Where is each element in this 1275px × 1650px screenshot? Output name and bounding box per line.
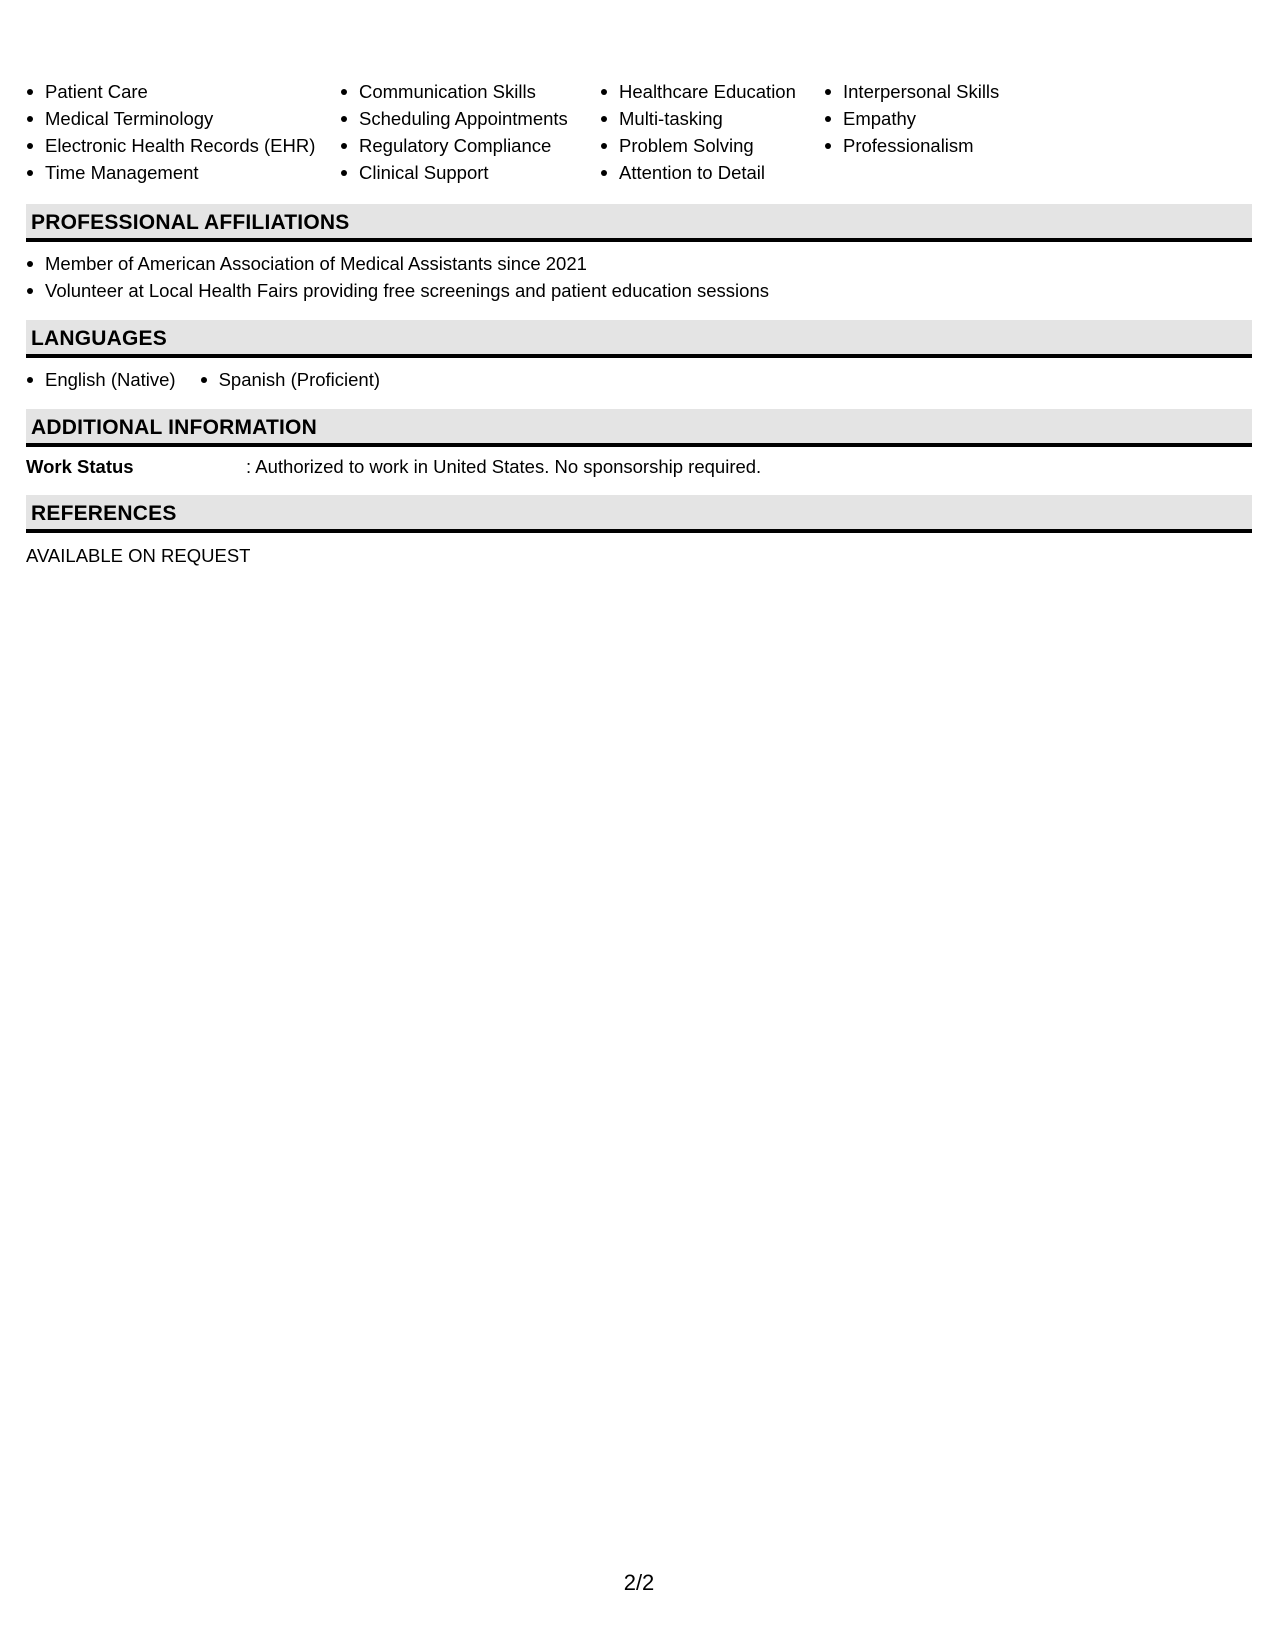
additional-info-section-title: ADDITIONAL INFORMATION xyxy=(31,416,317,439)
skill-item: Healthcare Education xyxy=(600,78,824,105)
resume-page xyxy=(26,0,1252,1650)
skills-grid xyxy=(26,78,1024,186)
skill-item: Time Management xyxy=(26,159,340,186)
affiliation-item: Member of American Association of Medical Assistants since 2021 xyxy=(26,250,769,277)
skills-column-1 xyxy=(26,78,340,186)
skill-item: Clinical Support xyxy=(340,159,600,186)
skills-column-4 xyxy=(824,78,1024,186)
work-status-label: Work Status xyxy=(26,456,134,477)
affiliations-list xyxy=(26,250,769,304)
skill-item: Professionalism xyxy=(824,132,1024,159)
affiliation-item: Volunteer at Local Health Fairs providing free screenings and patient education sessions xyxy=(26,277,769,304)
skill-item: Electronic Health Records (EHR) xyxy=(26,132,340,159)
work-status-value: : Authorized to work in United States. No sponsorship required. xyxy=(246,456,762,477)
references-section-title: REFERENCES xyxy=(31,502,177,525)
languages-section-header xyxy=(26,320,1252,358)
work-status-row xyxy=(26,453,761,480)
skill-item: Patient Care xyxy=(26,78,340,105)
languages-section-title: LANGUAGES xyxy=(31,327,167,350)
skill-item: Medical Terminology xyxy=(26,105,340,132)
skills-column-3 xyxy=(600,78,824,186)
additional-info-section-header xyxy=(26,409,1252,447)
skill-item: Communication Skills xyxy=(340,78,600,105)
skill-item: Empathy xyxy=(824,105,1024,132)
affiliations-section-header xyxy=(26,204,1252,242)
skill-item: Scheduling Appointments xyxy=(340,105,600,132)
languages-list xyxy=(26,366,404,393)
skill-item: Multi-tasking xyxy=(600,105,824,132)
references-text: AVAILABLE ON REQUEST xyxy=(26,545,251,566)
skill-item: Attention to Detail xyxy=(600,159,824,186)
page-number: 2/2 xyxy=(623,1570,655,1595)
skills-column-2 xyxy=(340,78,600,186)
references-section-header xyxy=(26,495,1252,533)
language-item: English (Native) xyxy=(26,366,176,393)
affiliations-section-title: PROFESSIONAL AFFILIATIONS xyxy=(31,211,350,234)
language-item: Spanish (Proficient) xyxy=(200,366,380,393)
skill-item: Regulatory Compliance xyxy=(340,132,600,159)
skill-item: Problem Solving xyxy=(600,132,824,159)
skill-item: Interpersonal Skills xyxy=(824,78,1024,105)
